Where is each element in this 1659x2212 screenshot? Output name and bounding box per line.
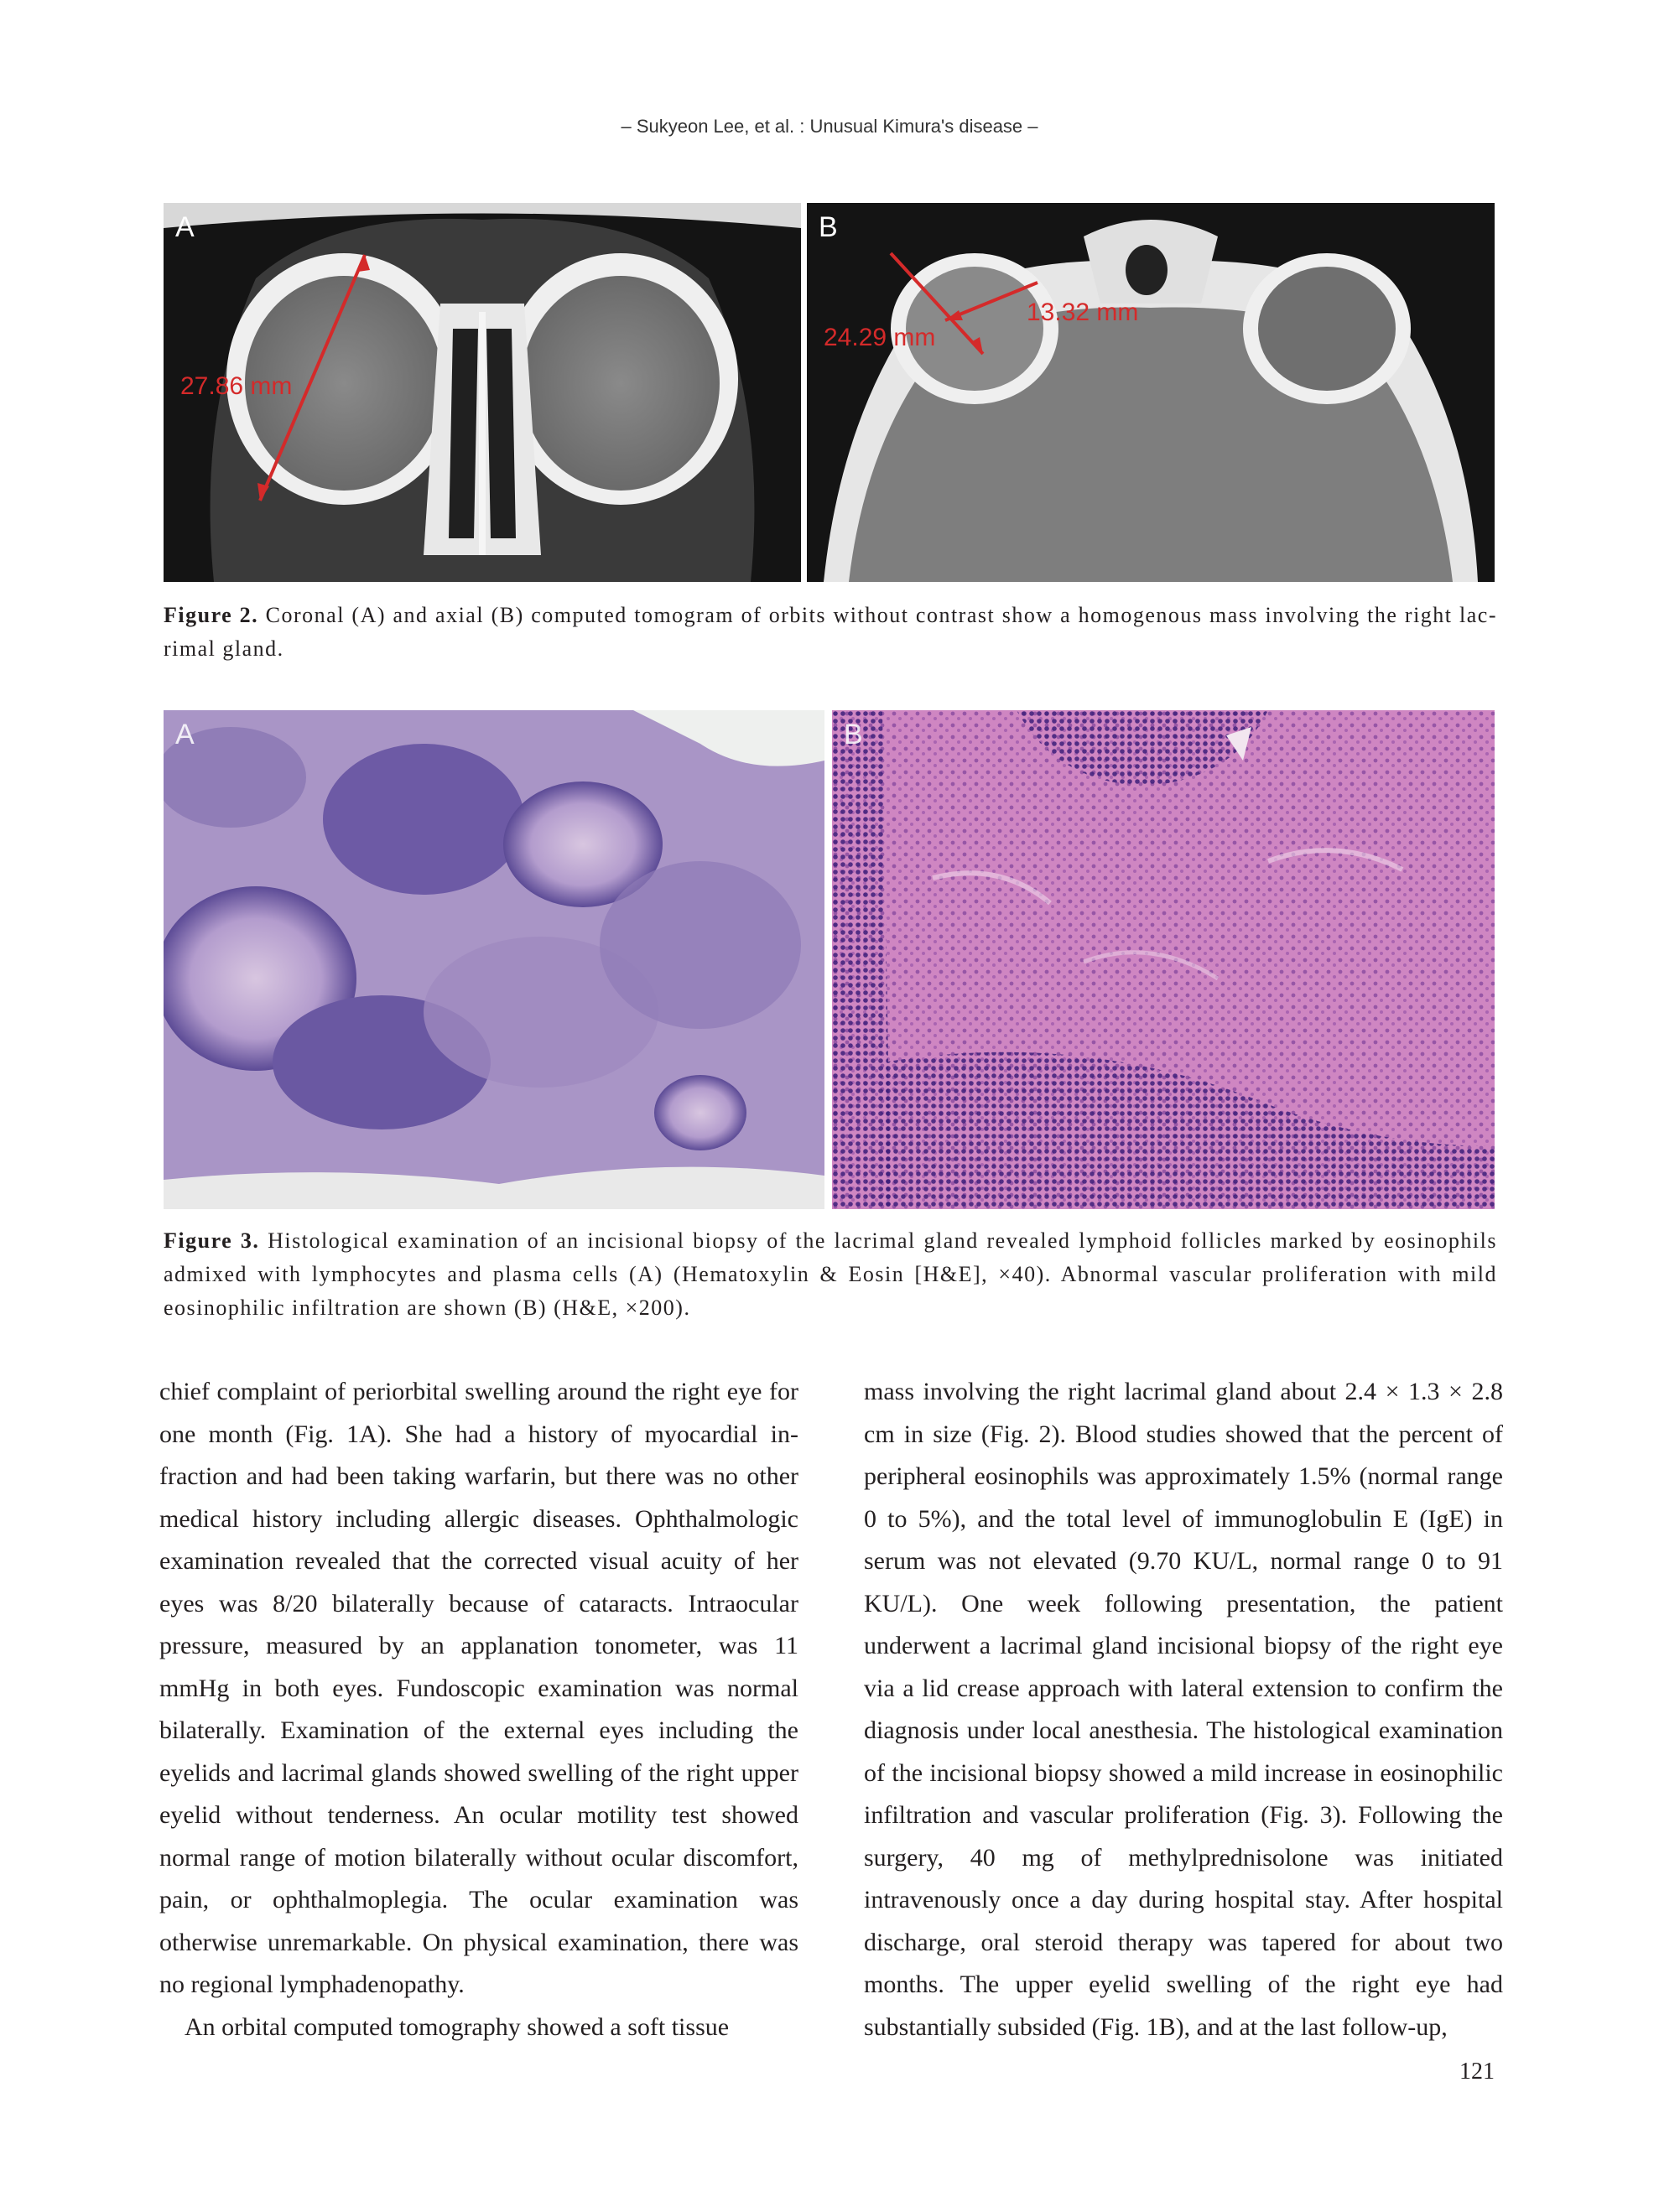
figure2-panel-a [164, 203, 801, 582]
figure3-caption-text: Histological examination of an incisional biopsy of the lacrimal gland revealed lymphoid follicles marked by eosinophils admixed with lymphocytes and plasma cells (A) (Hematoxylin & Eosin [H&E], ×40). Abnormal vascular proliferation with mild eosinophilic infiltration are shown (B) (H&E, ×200). [164, 1228, 1497, 1320]
figure2-panel-b [807, 203, 1495, 582]
page-number: 121 [1459, 2059, 1495, 2085]
body-column-left [159, 1371, 798, 2048]
body-paragraph: An orbital computed tomography showed a soft tissue [185, 2012, 730, 2041]
figure3-panel-a [164, 710, 824, 1209]
running-head: – Sukyeon Lee, et al. : Unusual Kimura's disease – [621, 116, 1038, 137]
panel-label-b: B [844, 719, 863, 750]
figure3-panel-b [832, 710, 1495, 1209]
figure2-caption-text: Coronal (A) and axial (B) computed tomogram of orbits without contrast show a homogenous mass involving the right lac-rimal gland. [164, 603, 1497, 661]
histology-image-low-power [164, 710, 824, 1209]
figure3-label: Figure 3. [164, 1228, 260, 1253]
measurement-label-a: 27.86 mm [180, 372, 293, 400]
figure2-label: Figure 2. [164, 603, 259, 627]
histology-image-high-power [832, 710, 1495, 1209]
body-paragraph: mass involving the right lacrimal gland about 2.4 × 1.3 × 2.8 cm in size (Fig. 2). Blood studies showed that the percent of peripheral eosinophils was approximately 1.5% (normal range 0 to 5%), and the total level of immunoglobulin E (IgE) in serum was not elevated (9.70 KU/L, normal range 0 to 91 KU/L). One week following presentation, the patient underwent a lacrimal gland incisional biopsy of the right eye via a lid crease approach with lateral extension to confirm the diagnosis under local anesthesia. The histological examination of the incisional biopsy showed a mild increase in eosinophilic infiltration and vascular proliferation (Fig. 3). Following the surgery, 40 mg of methylprednisolone was initiated intravenously once a day during hospital stay. After hospital discharge, oral steroid therapy was tapered for about two months. The upper eyelid swelling of the right eye had substantially subsided (Fig. 1B), and at the last follow-up, [864, 1378, 1503, 2041]
measurement-label-b1: 24.29 mm [824, 324, 936, 351]
figure3-caption [164, 1224, 1497, 1325]
figure2-caption [164, 599, 1497, 666]
body-paragraph: chief complaint of periorbital swelling around the right eye for one month (Fig. 1A). She had a history of myocardial infraction and had been taking warfarin, but there was no other medical history including allergic diseases. Ophthalmologic examination revealed that the corrected visual acuity of her eyes was 8/20 bilaterally because of cataracts. Intraocular pressure, measured by an applanation tonometer, was 11 mmHg in both eyes. Fundoscopic examination was normal bilaterally. Examination of the external eyes including the eyelids and lacrimal glands showed swelling of the right upper eyelid without tenderness. An ocular motility test showed normal range of motion bilaterally without ocular discomfort, pain, or ophthalmoplegia. The ocular examination was otherwise unremarkable. On physical examination, there was no regional lymphadenopathy. [159, 1378, 798, 1998]
panel-label-b: B [819, 211, 838, 243]
body-column-right [864, 1371, 1503, 2048]
measurement-label-b2: 13.32 mm [1027, 299, 1139, 326]
axial-ct-image [807, 203, 1495, 582]
panel-label-a: A [175, 211, 195, 243]
coronal-ct-image [164, 203, 801, 582]
panel-label-a: A [175, 719, 195, 750]
